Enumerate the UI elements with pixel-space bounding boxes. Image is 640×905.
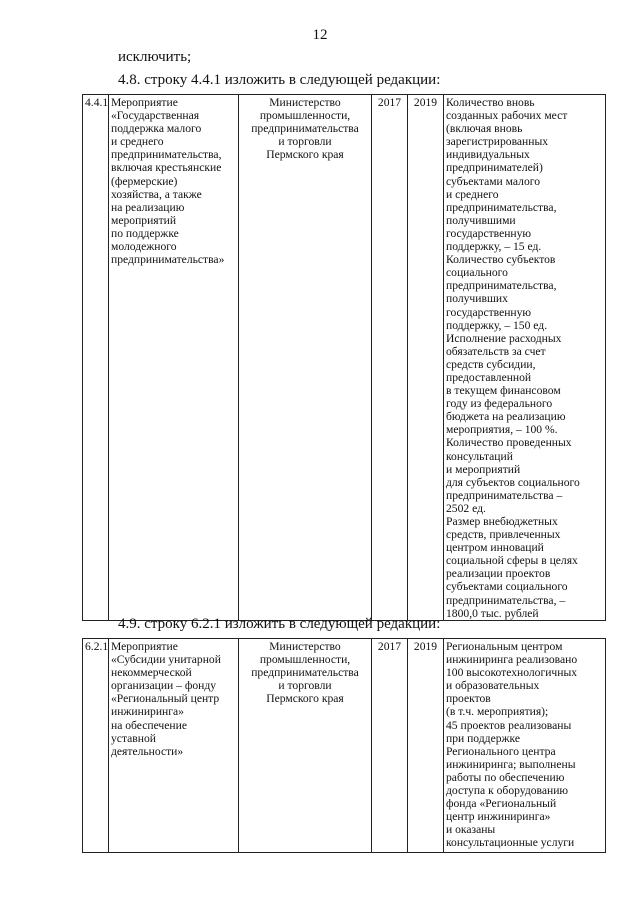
text-line: «Субсидии унитарной xyxy=(111,653,221,667)
text-line: государственную xyxy=(446,305,532,319)
text-line: при поддержке xyxy=(446,731,521,745)
text-line: на реализацию xyxy=(111,200,185,214)
section-4-8-heading: 4.8. строку 4.4.1 изложить в следующей редакции: xyxy=(118,72,441,88)
text-line: Регионального центра xyxy=(446,744,556,758)
text-line: субъектами социального xyxy=(446,580,568,594)
ministry-cell xyxy=(239,639,372,853)
indicators-cell xyxy=(444,639,606,853)
text-line: поддержку, – 150 ед. xyxy=(446,318,548,332)
text-line: «Региональный центр xyxy=(111,692,220,706)
text-line: государственную xyxy=(446,226,532,240)
section-4-9-heading: 4.9. строку 6.2.1 изложить в следующей редакции: xyxy=(118,616,441,632)
text-line: хозяйства, а также xyxy=(111,187,202,201)
text-line: промышленности, xyxy=(259,653,351,667)
text-line: мероприятий xyxy=(111,213,177,227)
text-line: и торговли xyxy=(278,679,332,693)
text-line: предпринимателей) xyxy=(446,161,543,175)
text-line: Мероприятие xyxy=(111,96,178,109)
text-line: субъектами малого xyxy=(446,174,541,188)
row-code-cell: 4.4.1 xyxy=(83,95,109,621)
text-line: Исполнение расходных xyxy=(446,331,562,345)
text-line: инжиниринга реализовано xyxy=(446,653,578,667)
text-line: деятельности» xyxy=(111,744,184,758)
text-line: организации – фонду xyxy=(111,679,217,693)
text-line: и образовательных xyxy=(446,679,540,693)
table-row xyxy=(83,639,606,853)
event-cell xyxy=(109,639,239,853)
text-line: «Государственная xyxy=(111,109,200,123)
text-line: году из федерального xyxy=(446,397,553,411)
text-line: центр инжиниринга» xyxy=(446,810,551,824)
text-line: инжиниринга» xyxy=(111,705,184,719)
indicators-cell xyxy=(444,95,606,621)
year-end-cell: 2019 xyxy=(408,95,444,621)
text-line: некоммерческой xyxy=(111,666,192,680)
text-line: консультаций xyxy=(446,449,513,463)
text-line: созданных рабочих мест xyxy=(446,109,568,123)
text-line: предоставленной xyxy=(446,370,532,384)
text-line: реализации проектов xyxy=(446,567,551,581)
text-line: средств субсидии, xyxy=(446,357,536,371)
text-line: социальной сферы в целях xyxy=(446,554,578,568)
text-line: предпринимательства, xyxy=(446,279,557,293)
text-line: предпринимательства xyxy=(251,122,359,136)
text-line: Министерство xyxy=(269,96,341,109)
text-line: предпринимательства» xyxy=(111,253,225,267)
text-line: предпринимательства, xyxy=(111,148,222,162)
text-line: Министерство xyxy=(269,640,341,653)
text-line: Количество вновь xyxy=(446,96,535,109)
ministry-cell xyxy=(239,95,372,621)
text-line: уставной xyxy=(111,731,156,745)
text-line: Мероприятие xyxy=(111,640,178,653)
text-line: инжиниринга; выполнены xyxy=(446,757,576,771)
text-line: получившими xyxy=(446,213,516,227)
text-line: зарегистрированных xyxy=(446,135,549,149)
text-line: социального xyxy=(446,266,508,280)
text-line: Размер внебюджетных xyxy=(446,515,558,528)
text-line: для субъектов социального xyxy=(446,475,580,489)
text-line: предпринимательства xyxy=(251,666,359,680)
text-line: (включая вновь xyxy=(446,122,523,136)
text-line: и среднего xyxy=(111,135,164,149)
page-number: 12 xyxy=(312,27,328,43)
text-line: Количество проведенных xyxy=(446,436,572,450)
text-line: получивших xyxy=(446,292,508,306)
text-line: предпринимательства – xyxy=(446,488,563,502)
text-line: бюджета на реализацию xyxy=(446,410,566,424)
text-line: (в т.ч. мероприятия); xyxy=(446,705,549,719)
text-line: включая крестьянские xyxy=(111,161,222,175)
text-line: Пермского края xyxy=(266,148,344,162)
text-line: средств, привлеченных xyxy=(446,528,561,542)
year-end-cell: 2019 xyxy=(408,639,444,853)
text-line: в текущем финансовом xyxy=(446,384,561,398)
text-line: молодежного xyxy=(111,240,177,254)
text-line: по поддержке xyxy=(111,226,179,240)
text-line: Количество субъектов xyxy=(446,253,556,267)
text-line: обязательств за счет xyxy=(446,344,546,358)
intro-line: исключить; xyxy=(118,49,192,65)
row-4-4-1-table xyxy=(82,94,606,621)
text-line: и среднего xyxy=(446,187,499,201)
text-line: поддержка малого xyxy=(111,122,202,136)
text-line: и мероприятий xyxy=(446,462,521,476)
text-line: консультационные услуги xyxy=(446,836,575,850)
table-row xyxy=(83,95,606,621)
text-line: 2502 ед. xyxy=(446,501,486,515)
text-line: промышленности, xyxy=(259,109,351,123)
year-start-cell: 2017 xyxy=(372,95,408,621)
text-line: доступа к оборудованию xyxy=(446,784,569,798)
text-line: проектов xyxy=(446,692,491,706)
text-line: Пермского края xyxy=(266,692,344,706)
text-line: и торговли xyxy=(278,135,332,149)
text-line: мероприятия, – 100 %. xyxy=(446,423,558,437)
text-line: 100 высокотехнологичных xyxy=(446,666,578,680)
year-start-cell: 2017 xyxy=(372,639,408,853)
text-line: центром инноваций xyxy=(446,541,544,555)
text-line: работы по обеспечению xyxy=(446,770,565,784)
text-line: поддержку, – 15 ед. xyxy=(446,240,542,254)
text-line: фонда «Региональный xyxy=(446,797,557,811)
text-line: предпринимательства, xyxy=(446,200,557,214)
row-code-cell: 6.2.1 xyxy=(83,639,109,853)
text-line: Региональным центром xyxy=(446,640,563,653)
event-cell xyxy=(109,95,239,621)
text-line: 45 проектов реализованы xyxy=(446,718,572,732)
text-line: на обеспечение xyxy=(111,718,187,732)
text-line: и оказаны xyxy=(446,823,496,837)
text-line: 1800,0 тыс. рублей xyxy=(446,606,539,620)
text-line: (фермерские) xyxy=(111,174,178,188)
text-line: предпринимательства, – xyxy=(446,593,566,607)
text-line: индивидуальных xyxy=(446,148,530,162)
row-6-2-1-table xyxy=(82,638,606,853)
